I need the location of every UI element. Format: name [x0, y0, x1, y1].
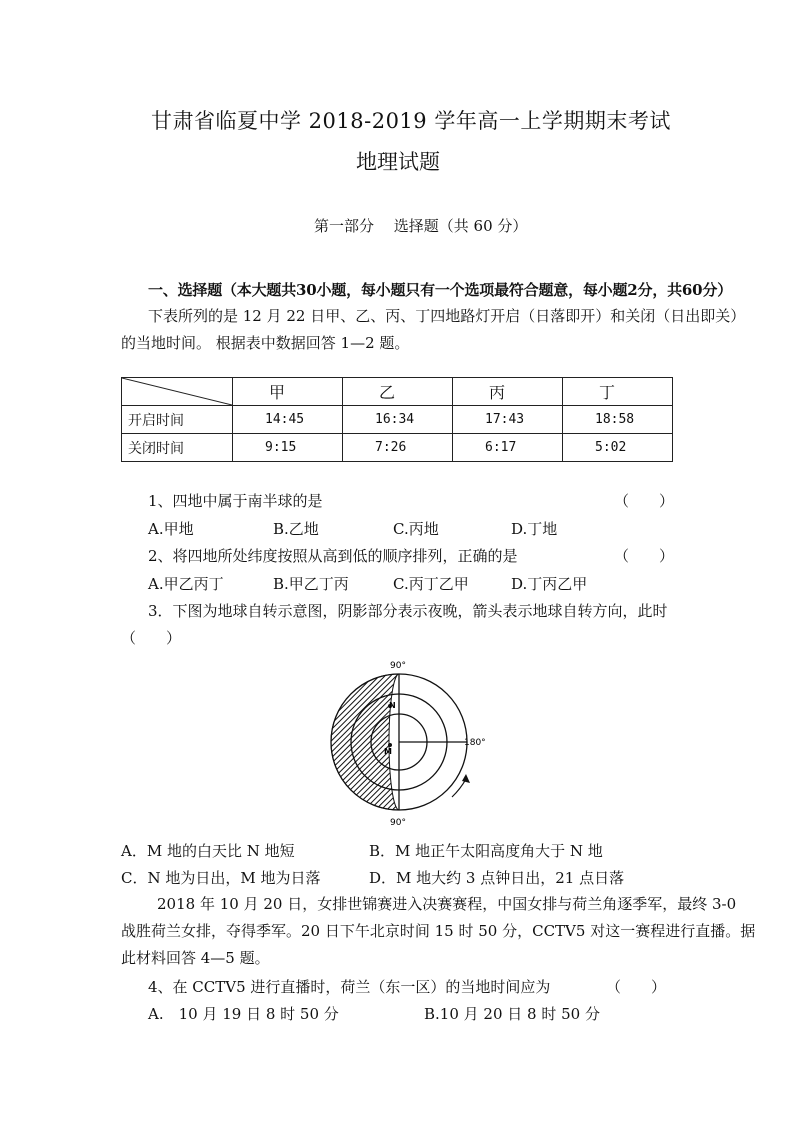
question-2-stem: 2、将四地所处纬度按照从高到低的顺序排列，正确的是	[148, 547, 518, 565]
table-cell: 9:15	[233, 434, 343, 462]
row-label: 关闭时间	[122, 434, 233, 462]
passage-line-3: 此材料回答 4—5 题。	[121, 949, 270, 967]
question-3-option-c: C．N 地为日出，M 地为日落	[121, 869, 321, 887]
table-row	[122, 434, 673, 462]
question-1-option-c: C.丙地	[393, 520, 439, 538]
question-2-answer-paren: （ ）	[614, 547, 675, 565]
exam-title: 甘肃省临夏中学 2018-2019 学年高一上学期期末考试	[151, 109, 671, 133]
table-cell: 18:58	[563, 406, 673, 434]
intro-line-1: 下表所列的是 12 月 22 日甲、乙、丙、丁四地路灯开启（日落即开）和关闭（日出即关）	[148, 307, 746, 325]
question-2-option-a: A.甲乙丙丁	[148, 575, 224, 593]
question-3-option-b: B．M 地正午太阳高度角大于 N 地	[369, 842, 603, 860]
intro-line-2: 的当地时间。 根据表中数据回答 1—2 题。	[121, 334, 410, 352]
table-cell: 5:02	[563, 434, 673, 462]
table-header-row	[122, 378, 673, 406]
question-1-answer-paren: （ ）	[614, 492, 675, 510]
lamp-time-table	[121, 377, 673, 462]
question-2-option-b: B.甲乙丁丙	[273, 575, 349, 593]
label-m: M	[384, 747, 392, 756]
exam-subtitle: 地理试题	[356, 150, 440, 174]
question-4-option-b: B.10 月 20 日 8 时 50 分	[424, 1005, 600, 1023]
label-bottom-90: 90°	[390, 818, 406, 827]
question-3-option-a: A．M 地的白天比 N 地短	[121, 842, 295, 860]
question-4-option-a: A. 10 月 19 日 8 时 50 分	[148, 1005, 339, 1023]
question-4-stem: 4、在 CCTV5 进行直播时，荷兰（东一区）的当地时间应为	[148, 978, 551, 996]
question-3-option-d: D．M 地大约 3 点钟日出，21 点日落	[369, 869, 625, 887]
column-header-yi: 乙	[343, 378, 453, 406]
question-2-option-d: D.丁丙乙甲	[511, 575, 588, 593]
earth-rotation-diagram	[326, 655, 496, 827]
question-2-option-c: C.丙丁乙甲	[393, 575, 469, 593]
question-3-answer-paren: （ ）	[121, 629, 182, 647]
table-cell: 7:26	[343, 434, 453, 462]
label-n: N	[389, 701, 396, 710]
column-header-jia: 甲	[233, 378, 343, 406]
diagonal-line	[122, 378, 232, 405]
night-shading	[331, 674, 399, 810]
question-4-answer-paren: （ ）	[606, 978, 667, 996]
question-1-stem: 1、四地中属于南半球的是	[148, 492, 323, 510]
table-cell: 6:17	[453, 434, 563, 462]
table-cell: 14:45	[233, 406, 343, 434]
rotation-arrowhead	[462, 774, 470, 783]
label-top-90: 90°	[390, 661, 406, 671]
column-header-ding: 丁	[563, 378, 673, 406]
passage-line-1: 2018 年 10 月 20 日，女排世锦赛进入决赛赛程，中国女排与荷兰角逐季军，最终 3-0	[157, 895, 737, 913]
row-label: 开启时间	[122, 406, 233, 434]
column-header-bing: 丙	[453, 378, 563, 406]
question-1-option-b: B.乙地	[273, 520, 319, 538]
part-heading: 第一部分 选择题（共 60 分）	[314, 217, 528, 235]
table-row	[122, 406, 673, 434]
diagonal-header-cell	[122, 378, 233, 406]
section-heading: 一、选择题（本大题共30小题，每小题只有一个选项最符合题意，每小题2分，共60分）	[148, 281, 732, 299]
question-1-option-d: D.丁地	[511, 520, 558, 538]
table-cell: 16:34	[343, 406, 453, 434]
label-right-180: 180°	[464, 738, 486, 748]
passage-line-2: 战胜荷兰女排，夺得季军。20 日下午北京时间 15 时 50 分，CCTV5 对这一赛程进行直播。据	[121, 922, 756, 940]
question-3-stem: 3．下图为地球自转示意图，阴影部分表示夜晚，箭头表示地球自转方向，此时	[148, 602, 668, 620]
question-1-option-a: A.甲地	[148, 520, 194, 538]
table-cell: 17:43	[453, 406, 563, 434]
